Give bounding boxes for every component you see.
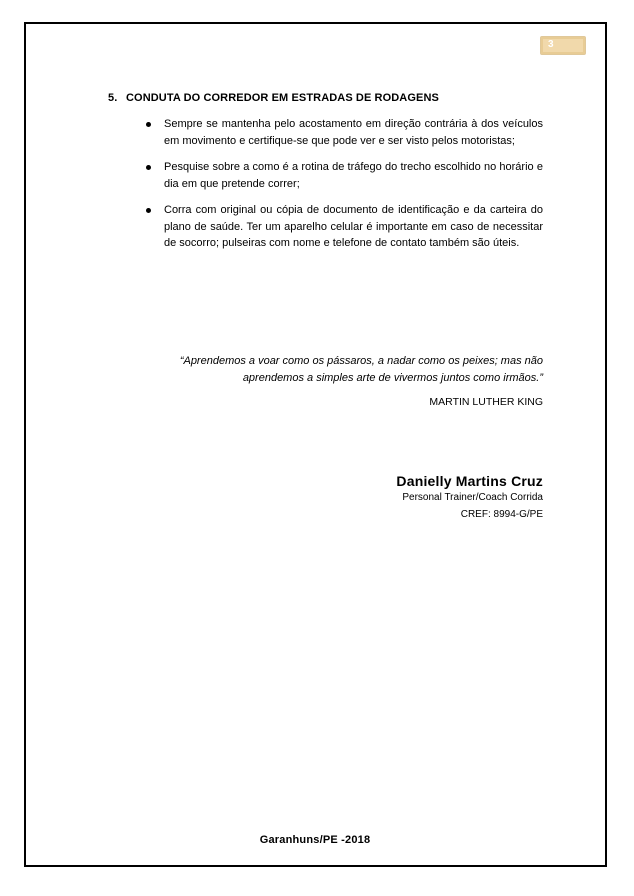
signature-role: Personal Trainer/Coach Corrida (402, 492, 543, 503)
bullet-text: Corra com original ou cópia de documento de identificação e da carteira do plano de saúde. Ter um aparelho celular é importante em caso de necessitar de socorro; pulseiras com nome e telefone de contato também são úteis. (164, 204, 543, 249)
bullet-list (146, 116, 543, 262)
list-item (146, 159, 543, 192)
bullet-icon (146, 208, 151, 213)
quote-author: MARTIN LUTHER KING (429, 396, 543, 408)
bullet-icon (146, 122, 151, 127)
section-title: CONDUTA DO CORREDOR EM ESTRADAS DE RODAGENS (126, 92, 439, 104)
quote-text: “Aprendemos a voar como os pássaros, a nadar como os peixes; mas não aprendemos a simples arte de vivermos juntos como irmãos.” (179, 355, 543, 384)
list-item (146, 116, 543, 149)
list-item (146, 202, 543, 252)
page-number: 3 (548, 39, 554, 50)
bullet-text: Pesquise sobre a como é a rotina de tráfego do trecho escolhido no horário e dia em que pretende correr; (164, 161, 543, 190)
page-number-badge (540, 36, 586, 55)
signature-cref: CREF: 8994-G/PE (460, 509, 543, 520)
footer (0, 834, 634, 846)
bullet-icon (146, 165, 151, 170)
section-number: 5. (108, 92, 118, 104)
bullet-text: Sempre se mantenha pelo acostamento em direção contrária à dos veículos em movimento e certifique-se que pode ver e ser visto pelos motoristas; (164, 118, 543, 147)
section-heading (108, 92, 439, 104)
footer-text: Garanhuns/PE -2018 (259, 834, 371, 846)
signature-name: Danielly Martins Cruz (396, 473, 543, 489)
